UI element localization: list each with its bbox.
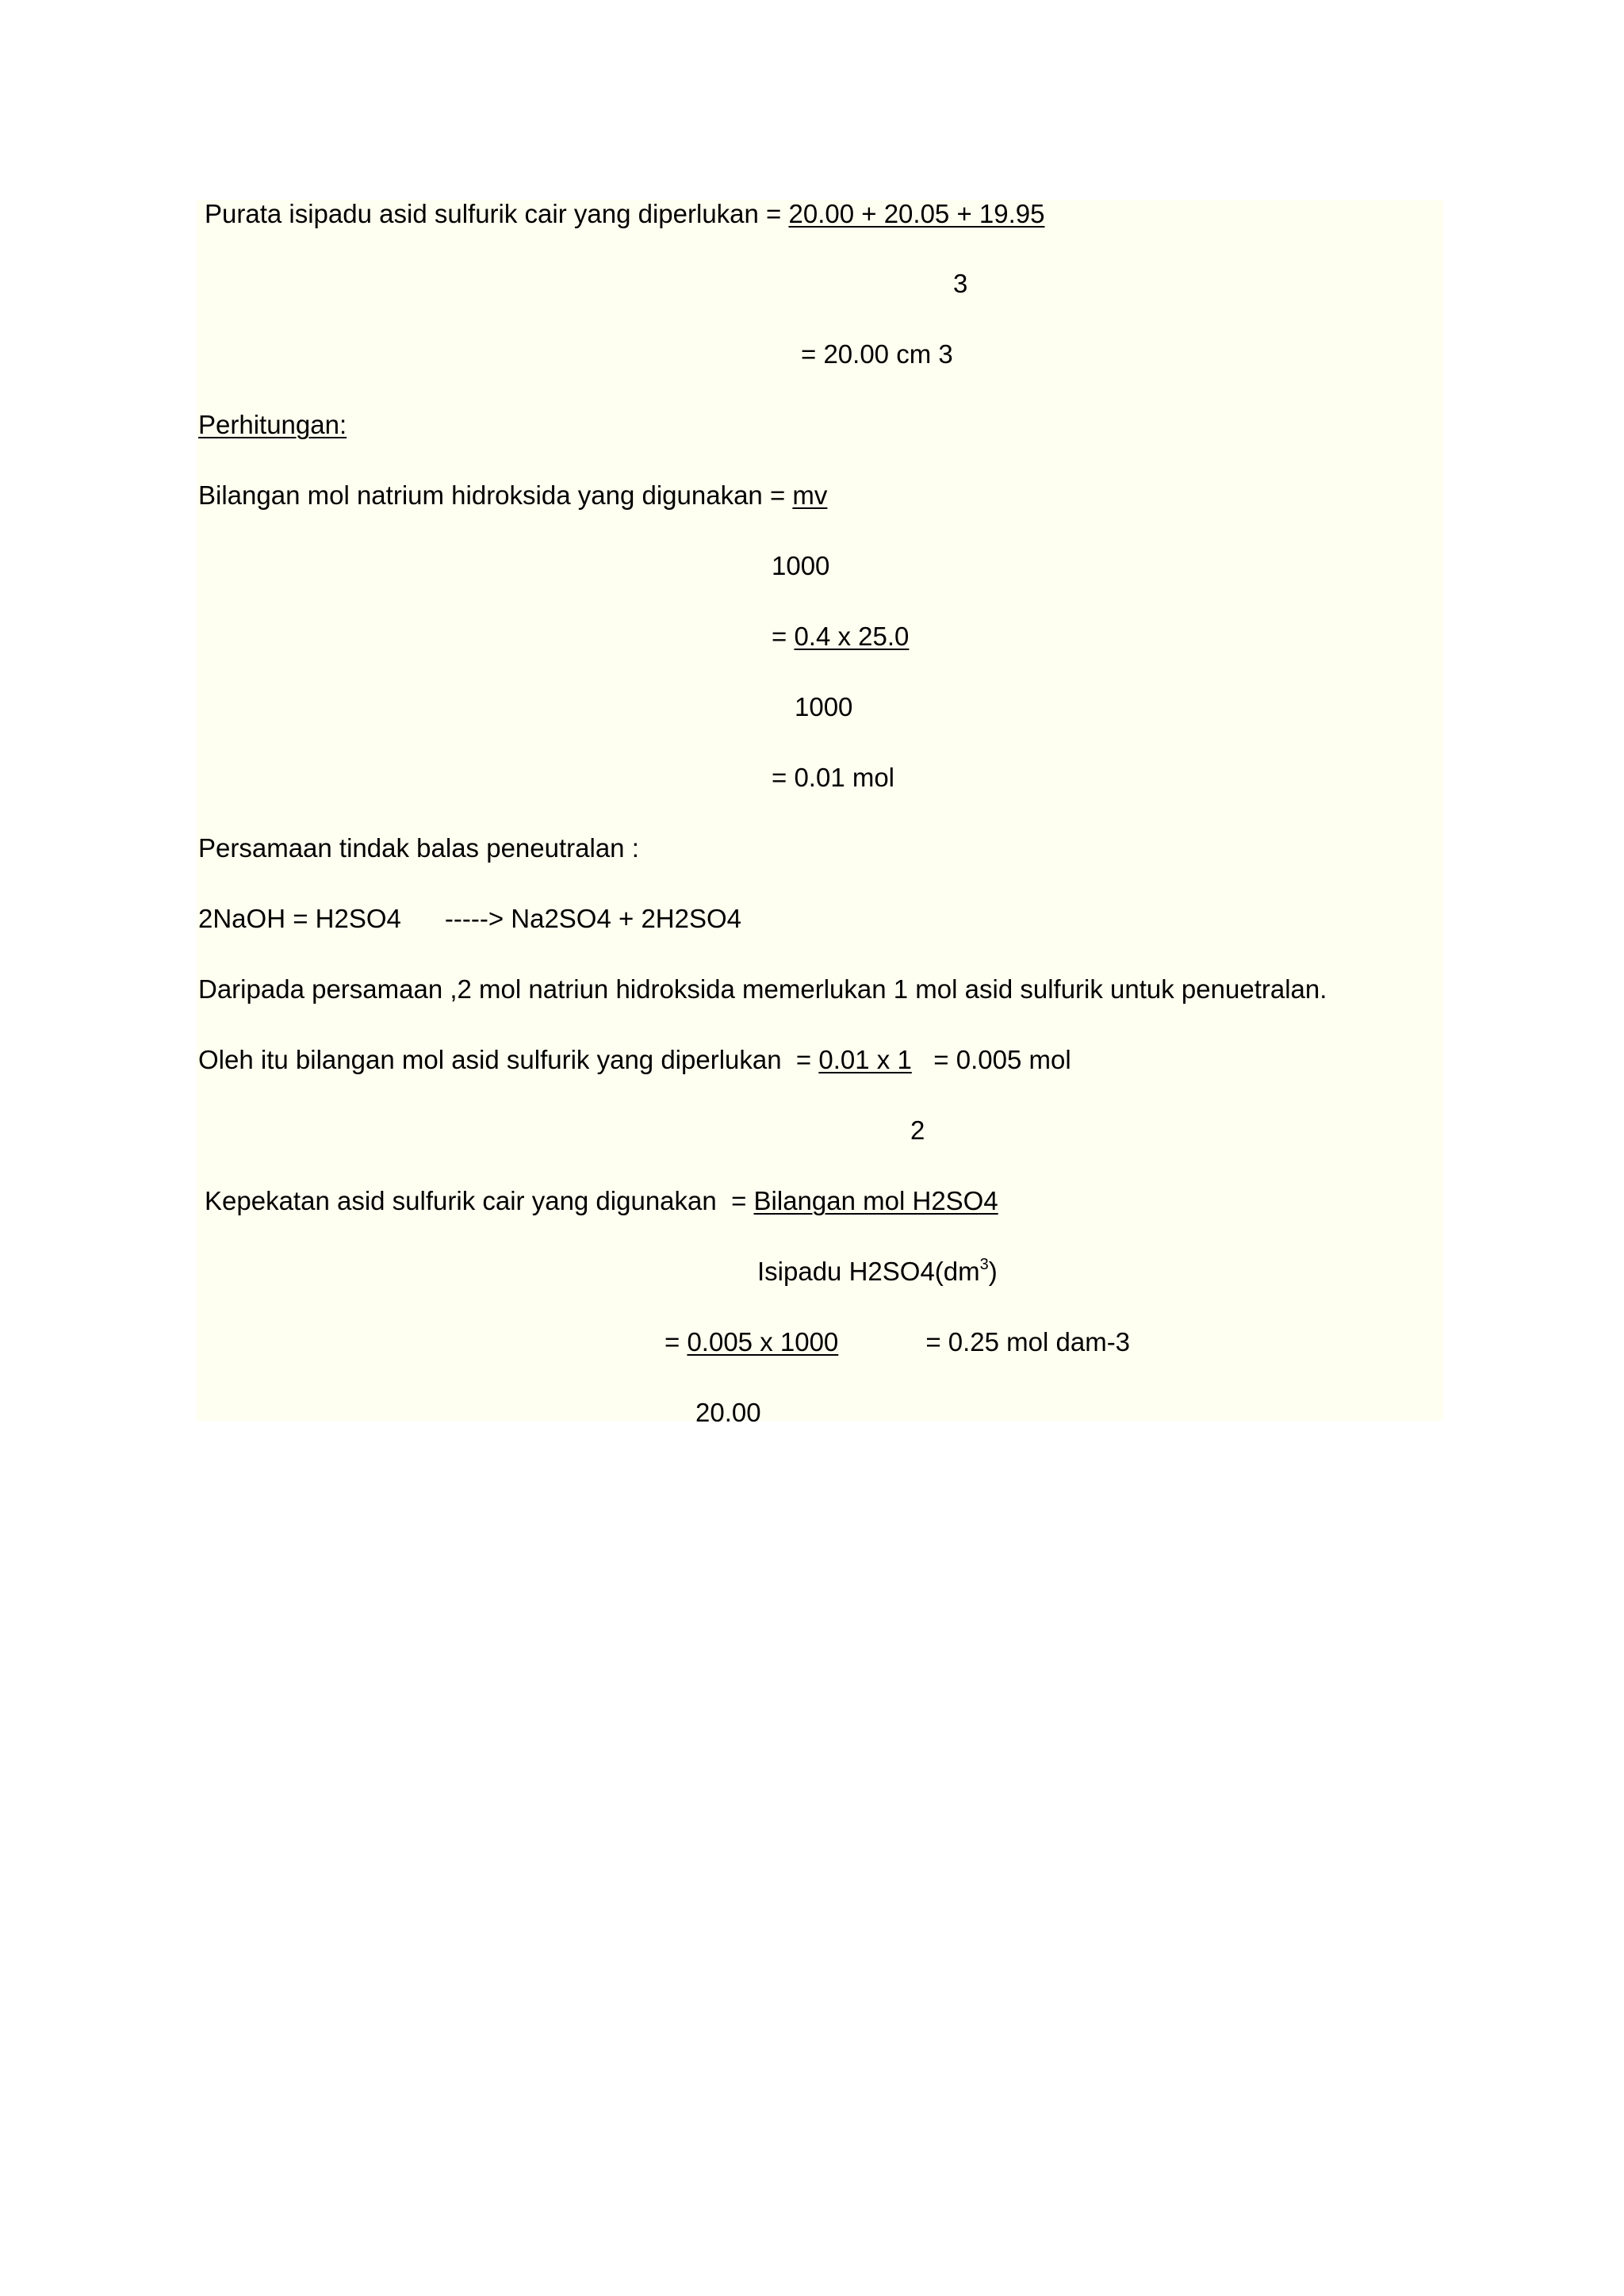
naoh-mol-result: = 0.01 mol xyxy=(772,763,895,792)
acid-mol-numerator: 0.01 x 1 xyxy=(818,1045,912,1074)
naoh-mol-line xyxy=(198,480,827,511)
document-page xyxy=(197,200,1443,1421)
concentration-substitution-denominator: 20.00 xyxy=(695,1398,761,1427)
neutralisation-equation: 2NaOH = H2SO4 -----> Na2SO4 + 2H2SO4 xyxy=(198,904,742,933)
concentration-denominator xyxy=(757,1256,998,1288)
average-volume-numerator: 20.00 + 20.05 + 19.95 xyxy=(788,199,1045,228)
concentration-numerator: Bilangan mol H2SO4 xyxy=(753,1186,998,1215)
concentration-label: Kepekatan asid sulfurik cair yang digunakan = xyxy=(205,1186,754,1215)
equation-heading: Persamaan tindak balas peneutralan : xyxy=(198,833,639,863)
calculation-heading: Perhitungan: xyxy=(198,410,347,439)
average-volume-result: = 20.00 cm 3 xyxy=(801,339,953,369)
naoh-substitution-prefix: = xyxy=(772,622,795,651)
closing-parenthesis: ) xyxy=(988,1257,998,1286)
acid-mol-label: Oleh itu bilangan mol asid sulfurik yang diperlukan = xyxy=(198,1045,819,1074)
acid-mol-line xyxy=(198,1044,1071,1076)
naoh-mol-denominator: 1000 xyxy=(772,551,830,580)
naoh-mol-label: Bilangan mol natrium hidroksida yang digunakan = xyxy=(198,480,793,510)
naoh-substitution-denominator: 1000 xyxy=(795,692,853,721)
naoh-mol-numerator: mv xyxy=(792,480,828,510)
acid-mol-result: = 0.005 mol xyxy=(911,1045,1071,1074)
concentration-substitution-numerator: 0.005 x 1000 xyxy=(687,1327,839,1357)
concentration-substitution-line xyxy=(665,1326,1130,1358)
concentration-result: = 0.25 mol dam-3 xyxy=(838,1327,1131,1357)
naoh-substitution-numerator: 0.4 x 25.0 xyxy=(794,622,910,651)
average-volume-label: Purata isipadu asid sulfurik cair yang diperlukan = xyxy=(205,199,789,228)
acid-mol-denominator: 2 xyxy=(910,1115,925,1145)
average-volume-denominator: 3 xyxy=(953,269,968,298)
volume-unit-text: Isipadu H2SO4(dm xyxy=(757,1257,980,1286)
cube-superscript: 3 xyxy=(979,1256,989,1273)
concentration-line xyxy=(205,1185,998,1217)
average-volume-line xyxy=(205,198,1044,230)
naoh-substitution-line xyxy=(772,621,909,652)
concentration-substitution-prefix: = xyxy=(665,1327,688,1357)
mole-ratio-statement: Daripada persamaan ,2 mol natriun hidroksida memerlukan 1 mol asid sulfurik untuk penuetralan. xyxy=(198,974,1327,1004)
